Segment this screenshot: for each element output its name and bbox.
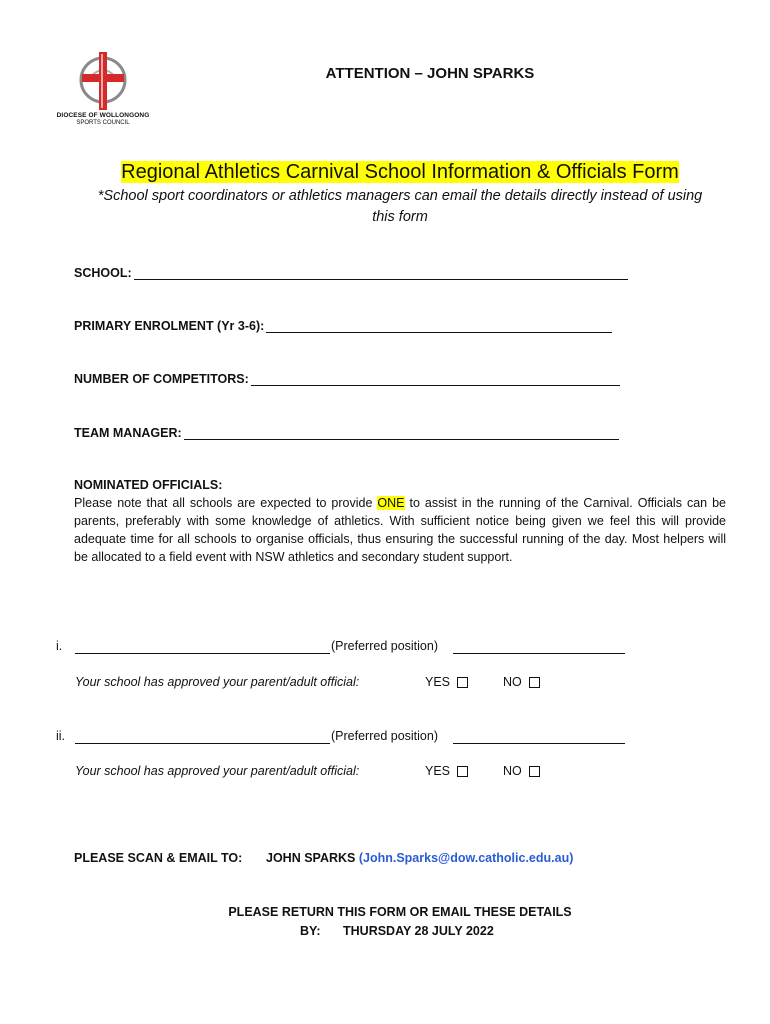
- diocese-logo: [48, 50, 158, 132]
- form-title-text: Regional Athletics Carnival School Information & Officials Form: [121, 161, 679, 183]
- official-name-line[interactable]: [75, 639, 330, 654]
- yes-checkbox[interactable]: [457, 766, 468, 777]
- return-instruction: PLEASE RETURN THIS FORM OR EMAIL THESE DETAILS: [228, 905, 572, 919]
- approval-question: Your school has approved your parent/adult official:: [75, 675, 360, 689]
- school-field[interactable]: [74, 265, 628, 280]
- yes-checkbox[interactable]: [457, 677, 468, 688]
- nominated-officials-heading: NOMINATED OFFICIALS:: [74, 478, 223, 492]
- approval-question: Your school has approved your parent/adult official:: [75, 764, 360, 778]
- no-checkbox[interactable]: [529, 677, 540, 688]
- form-subtitle: *School sport coordinators or athletics managers can email the details directly instead of using this form: [97, 188, 703, 225]
- number-of-competitors-label: NUMBER OF COMPETITORS:: [74, 372, 249, 386]
- yes-label: YES: [425, 764, 451, 778]
- yes-label: YES: [425, 675, 451, 689]
- entry-number: ii.: [56, 729, 66, 743]
- no-label: NO: [503, 764, 522, 778]
- return-by-label: BY:: [300, 924, 321, 938]
- attention-heading: ATTENTION – JOHN SPARKS: [325, 65, 535, 82]
- entry-number: i.: [56, 639, 63, 653]
- scan-email-label: PLEASE SCAN & EMAIL TO:: [74, 851, 243, 865]
- school-label: SCHOOL:: [74, 266, 132, 280]
- no-option[interactable]: [503, 764, 540, 778]
- para-before: Please note that all schools are expected to provide: [74, 496, 378, 510]
- school-input-line[interactable]: [134, 265, 628, 280]
- logo-line-sports-council: SPORTS COUNCIL: [76, 120, 130, 126]
- preferred-position-line[interactable]: [453, 639, 625, 654]
- primary-enrolment-field[interactable]: [74, 318, 612, 333]
- scan-email-recipient: [266, 851, 573, 865]
- preferred-position-line[interactable]: [453, 729, 625, 744]
- return-deadline: THURSDAY 28 JULY 2022: [343, 924, 494, 938]
- no-label: NO: [503, 675, 522, 689]
- team-manager-input-line[interactable]: [184, 425, 619, 440]
- para-highlight: ONE: [377, 496, 405, 510]
- primary-enrolment-input-line[interactable]: [266, 318, 612, 333]
- form-title: [0, 161, 770, 184]
- preferred-position-label: (Preferred position): [331, 729, 438, 743]
- nominated-officials-paragraph: [74, 494, 726, 566]
- logo-line-diocese: DIOCESE OF WOLLONGONG: [56, 112, 150, 119]
- no-option[interactable]: [503, 675, 540, 689]
- number-of-competitors-input-line[interactable]: [251, 371, 620, 386]
- preferred-position-label: (Preferred position): [331, 639, 438, 653]
- para-after: to assist in the running of the Carnival. Officials can be parents, preferably with some knowledge of athletics. With sufficient notice being given we feel this will provide adequate time for all schools to organise officials, thus ensuring the successful running of the day. Most helpers will be allocated to a field event with NSW athletics and secondary student support.: [74, 496, 726, 564]
- yes-option[interactable]: [425, 675, 468, 689]
- team-manager-field[interactable]: [74, 425, 619, 440]
- yes-option[interactable]: [425, 764, 468, 778]
- recipient-name: JOHN SPARKS: [266, 851, 359, 865]
- team-manager-label: TEAM MANAGER:: [74, 426, 182, 440]
- email-link[interactable]: (John.Sparks@dow.catholic.edu.au): [358, 851, 574, 865]
- primary-enrolment-label: PRIMARY ENROLMENT (Yr 3-6):: [74, 319, 265, 333]
- number-of-competitors-field[interactable]: [74, 371, 620, 386]
- official-name-line[interactable]: [75, 729, 330, 744]
- no-checkbox[interactable]: [529, 766, 540, 777]
